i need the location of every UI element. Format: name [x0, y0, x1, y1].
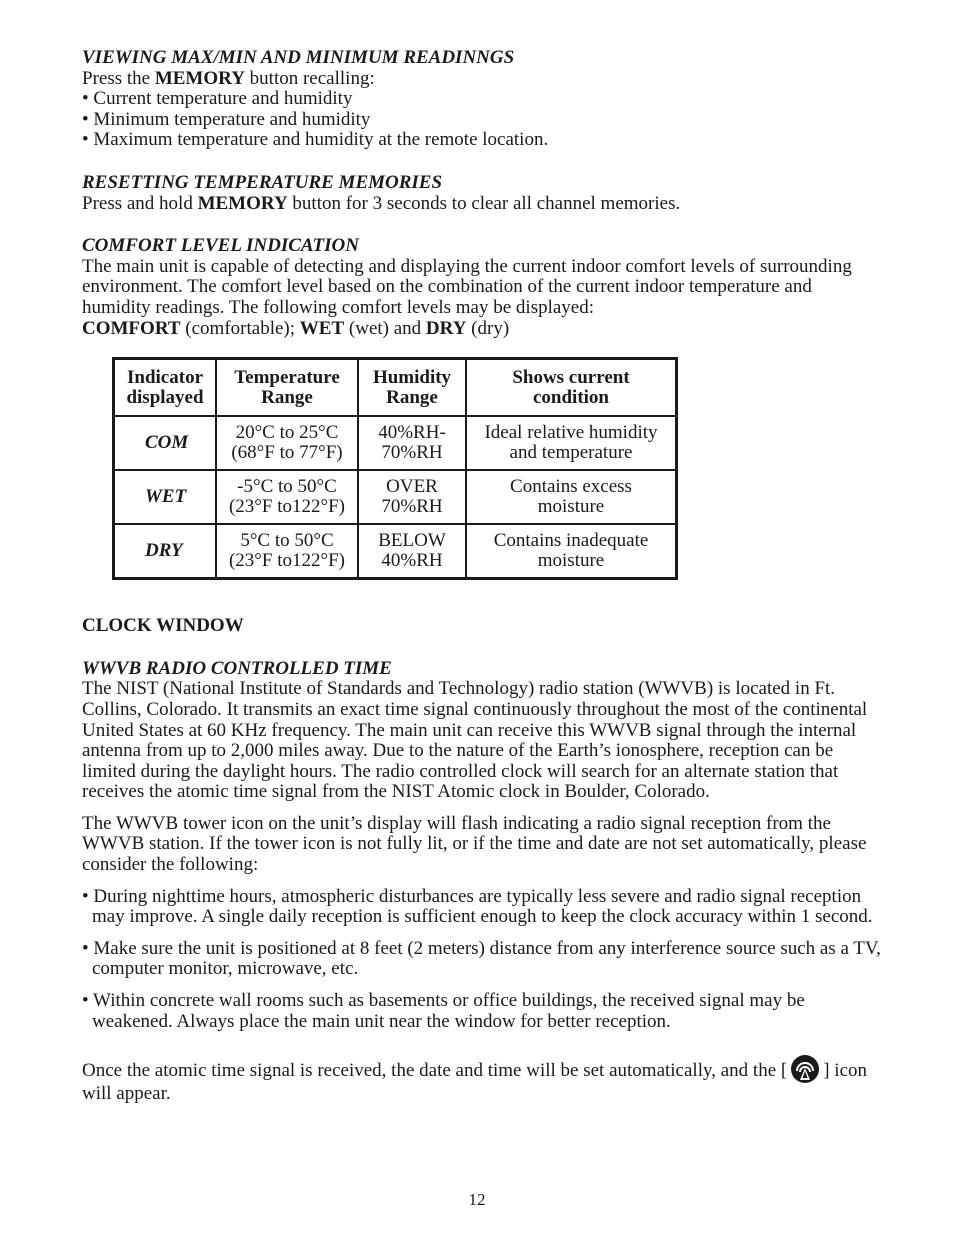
wwvb-tower-icon [788, 1054, 822, 1084]
table-header-indicator: Indicator displayed [114, 359, 217, 417]
humidity-cell: 40%RH- 70%RH [358, 416, 466, 470]
comfort-level-table [112, 357, 678, 580]
condition-cell: Ideal relative humidity and temperature [466, 416, 677, 470]
temperature-cell: 5°C to 50°C (23°F to122°F) [216, 524, 358, 579]
memory-keyword: MEMORY [197, 192, 288, 214]
table-row [114, 524, 677, 579]
memory-intro: Press the MEMORY button recalling: [82, 67, 375, 89]
wwvb-paragraph-2: The WWVB tower icon on the unit’s display will flash indicating a radio signal reception from the WWVB station. If the tower icon is not fully lit, or if the time and date are not set automatically, please consider the following: [82, 812, 867, 876]
section-heading-wwvb: WWVB RADIO CONTROLLED TIME [82, 657, 392, 679]
indicator-cell: DRY [114, 524, 217, 579]
humidity-cell: OVER 70%RH [358, 470, 466, 524]
table-header-humidity: Humidity Range [358, 359, 466, 417]
section-heading-resetting: RESETTING TEMPERATURE MEMORIES [82, 171, 443, 193]
memory-keyword: MEMORY [154, 67, 245, 89]
temperature-cell: -5°C to 50°C (23°F to122°F) [216, 470, 358, 524]
table-header-temperature: Temperature Range [216, 359, 358, 417]
manual-page [82, 48, 882, 1105]
table-row [114, 470, 677, 524]
reset-instruction: Press and hold MEMORY button for 3 seconds to clear all channel memories. [82, 192, 681, 214]
comfort-levels: COMFORT (comfortable); WET (wet) and DRY (dry) [82, 317, 510, 339]
final-paragraph: Once the atomic time signal is received, the date and time will be set automatically, and the [ ] icon will appear. [82, 1054, 882, 1105]
list-item: • During nighttime hours, atmospheric disturbances are typically less severe and radio signal reception may improve. A single daily reception is sufficient enough to keep the clock accuracy within 1 second. [82, 885, 873, 928]
table-row [114, 416, 677, 470]
section-heading-comfort: COMFORT LEVEL INDICATION [82, 235, 359, 257]
comfort-description: The main unit is capable of detecting and displaying the current indoor comfort levels of surrounding environment. The comfort level based on the combination of the current indoor temperature and humidity readings. The following comfort levels may be displayed: [82, 255, 852, 318]
wwvb-paragraph-1: The NIST (National Institute of Standards and Technology) radio station (WWVB) is located in Ft. Collins, Colorado. It transmits an exact time signal continuously throughout the most of the continental United States at 60 KHz frequency. The main unit can receive this WWVB signal through the internal antenna from up to 2,000 miles away. Due to the nature of the Earth’s ionosphere, reception can be limited during the daylight hours. The radio controlled clock will search for an alternate station that receives the atomic time signal from the NIST Atomic clock in Boulder, Colorado. [82, 678, 868, 803]
indicator-cell: COM [114, 416, 217, 470]
list-item: • Within concrete wall rooms such as basements or office buildings, the received signal may be weakened. Always place the main unit near the window for better reception. [82, 990, 805, 1032]
condition-cell: Contains excess moisture [466, 470, 677, 524]
table-header-condition: Shows current condition [466, 359, 677, 417]
table-header-row [114, 359, 677, 417]
section-heading-clock-window: CLOCK WINDOW [82, 615, 244, 637]
temperature-cell: 20°C to 25°C (68°F to 77°F) [216, 416, 358, 470]
list-item: • Minimum temperature and humidity [82, 108, 371, 130]
condition-cell: Contains inadequate moisture [466, 524, 677, 579]
section-heading-max-min: VIEWING MAX/MIN AND MINIMUM READINNGS [82, 47, 515, 68]
page-number: 12 [468, 1190, 486, 1209]
indicator-cell: WET [114, 470, 217, 524]
list-item: • Maximum temperature and humidity at the remote location. [82, 129, 549, 151]
humidity-cell: BELOW 40%RH [358, 524, 466, 579]
list-item: • Current temperature and humidity [82, 88, 353, 110]
list-item: • Make sure the unit is positioned at 8 feet (2 meters) distance from any interference source such as a TV, computer monitor, microwave, etc. [82, 937, 881, 980]
